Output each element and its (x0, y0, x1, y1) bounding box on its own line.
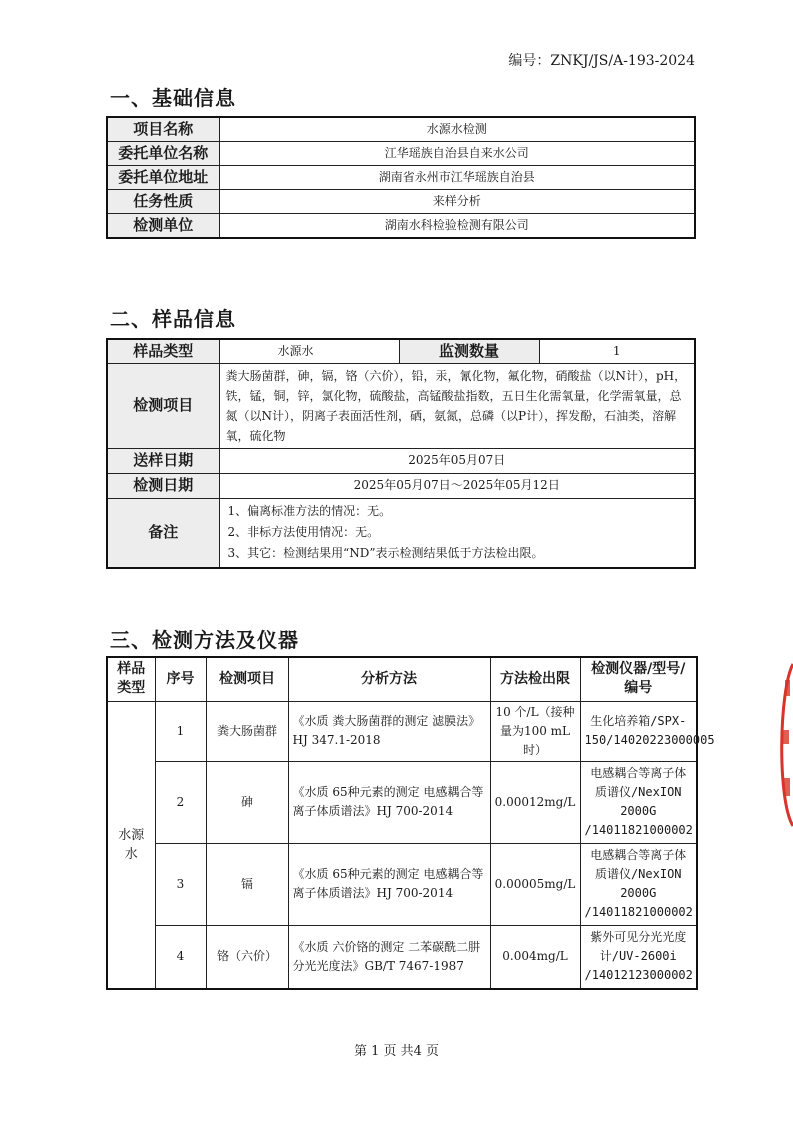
count-label: 监测数量 (399, 339, 539, 363)
test-date-label: 检测日期 (107, 473, 219, 498)
table-row (107, 166, 695, 190)
section-title-sample: 二、样品信息 (110, 307, 236, 331)
test-date-value: 2025年05月07日～2025年05月12日 (219, 473, 695, 498)
remark-value (219, 498, 695, 568)
remark-line: 2、非标方法使用情况：无。 (227, 525, 380, 540)
item-cell: 粪大肠菌群 (206, 701, 288, 761)
row-value: 水源水检测 (219, 117, 695, 142)
items-value: 粪大肠菌群，砷，镉，铬（六价），铅，汞，氰化物，氟化物，硝酸盐（以N计），pH，铁，锰，铜，锌，氯化物，硫酸盐，高锰酸盐指数，五日生化需氧量，化学需氧量，总氮（以N计），阴离子表面活性剂，硒，氨氮，总磷（以P计），挥发酚，石油类，溶解氧，硫化物 (219, 363, 695, 448)
header-method: 分析方法 (288, 657, 490, 701)
table-row (107, 448, 695, 473)
instrument-cell: 电感耦合等离子体质谱仪/NexION 2000G /14011821000002 (580, 843, 697, 925)
seq-cell: 4 (155, 925, 206, 989)
limit-cell: 0.004mg/L (490, 925, 580, 989)
table-row (107, 657, 697, 701)
table-row (107, 117, 695, 142)
remark-line: 1、偏离标准方法的情况：无。 (227, 504, 392, 519)
seq-cell: 3 (155, 843, 206, 925)
row-value: 湖南省永州市江华瑶族自治县 (219, 166, 695, 190)
section-title-basic: 一、基础信息 (110, 86, 236, 110)
row-label: 委托单位名称 (107, 142, 219, 166)
seal-stamp-icon (771, 660, 793, 830)
table-row (107, 498, 695, 568)
table-row (107, 925, 697, 989)
method-table (106, 656, 715, 990)
basic-info-table (106, 116, 696, 239)
row-label: 检测单位 (107, 214, 219, 239)
sample-info-table (106, 338, 696, 569)
method-cell: 《水质 六价铬的测定 二苯碳酰二肼分光光度法》GB/T 7467-1987 (288, 925, 490, 989)
row-label: 项目名称 (107, 117, 219, 142)
method-cell: 《水质 粪大肠菌群的测定 滤膜法》HJ 347.1-2018 (288, 701, 490, 761)
header-limit: 方法检出限 (490, 657, 580, 701)
seq-cell: 2 (155, 761, 206, 843)
document-number: 编号：ZNKJ/JS/A-193-2024 (508, 53, 695, 69)
method-cell: 《水质 65种元素的测定 电感耦合等离子体质谱法》HJ 700-2014 (288, 761, 490, 843)
sample-type-label: 样品类型 (107, 339, 219, 363)
items-label: 检测项目 (107, 363, 219, 448)
page-footer: 第 1 页 共4 页 (353, 1044, 440, 1059)
row-label: 委托单位地址 (107, 166, 219, 190)
table-row (107, 339, 695, 363)
sample-type-cell: 水源水 (107, 701, 155, 989)
send-date-label: 送样日期 (107, 448, 219, 473)
item-cell: 铬（六价） (206, 925, 288, 989)
table-row (107, 761, 697, 843)
row-value: 湖南水科检验检测有限公司 (219, 214, 695, 239)
header-instrument: 检测仪器/型号/编号 (580, 657, 697, 701)
remark-line: 3、其它：检测结果用“ND”表示检测结果低于方法检出限。 (227, 546, 544, 561)
header-seq: 序号 (155, 657, 206, 701)
row-label: 任务性质 (107, 190, 219, 214)
instrument-cell: 生化培养箱/SPX-150/14020223000005 (580, 701, 697, 761)
limit-cell: 0.00005mg/L (490, 843, 580, 925)
instrument-cell: 电感耦合等离子体质谱仪/NexION 2000G /14011821000002 (580, 761, 697, 843)
table-row (107, 473, 695, 498)
item-cell: 砷 (206, 761, 288, 843)
row-value: 来样分析 (219, 190, 695, 214)
method-cell: 《水质 65种元素的测定 电感耦合等离子体质谱法》HJ 700-2014 (288, 843, 490, 925)
table-row (107, 214, 695, 239)
limit-cell: 0.00012mg/L (490, 761, 580, 843)
table-row (107, 142, 695, 166)
table-row (107, 843, 697, 925)
header-sample-type: 样品类型 (107, 657, 155, 701)
remark-label: 备注 (107, 498, 219, 568)
limit-cell: 10 个/L（接种量为100 mL时） (490, 701, 580, 761)
table-row (107, 701, 697, 761)
table-row (107, 190, 695, 214)
sample-type-value: 水源水 (219, 339, 399, 363)
seq-cell: 1 (155, 701, 206, 761)
count-value: 1 (539, 339, 695, 363)
table-row (107, 363, 695, 448)
item-cell: 镉 (206, 843, 288, 925)
row-value: 江华瑶族自治县自来水公司 (219, 142, 695, 166)
section-title-method: 三、检测方法及仪器 (110, 628, 299, 652)
send-date-value: 2025年05月07日 (219, 448, 695, 473)
instrument-cell: 紫外可见分光光度计/UV-2600i /14012123000002 (580, 925, 697, 989)
header-item: 检测项目 (206, 657, 288, 701)
